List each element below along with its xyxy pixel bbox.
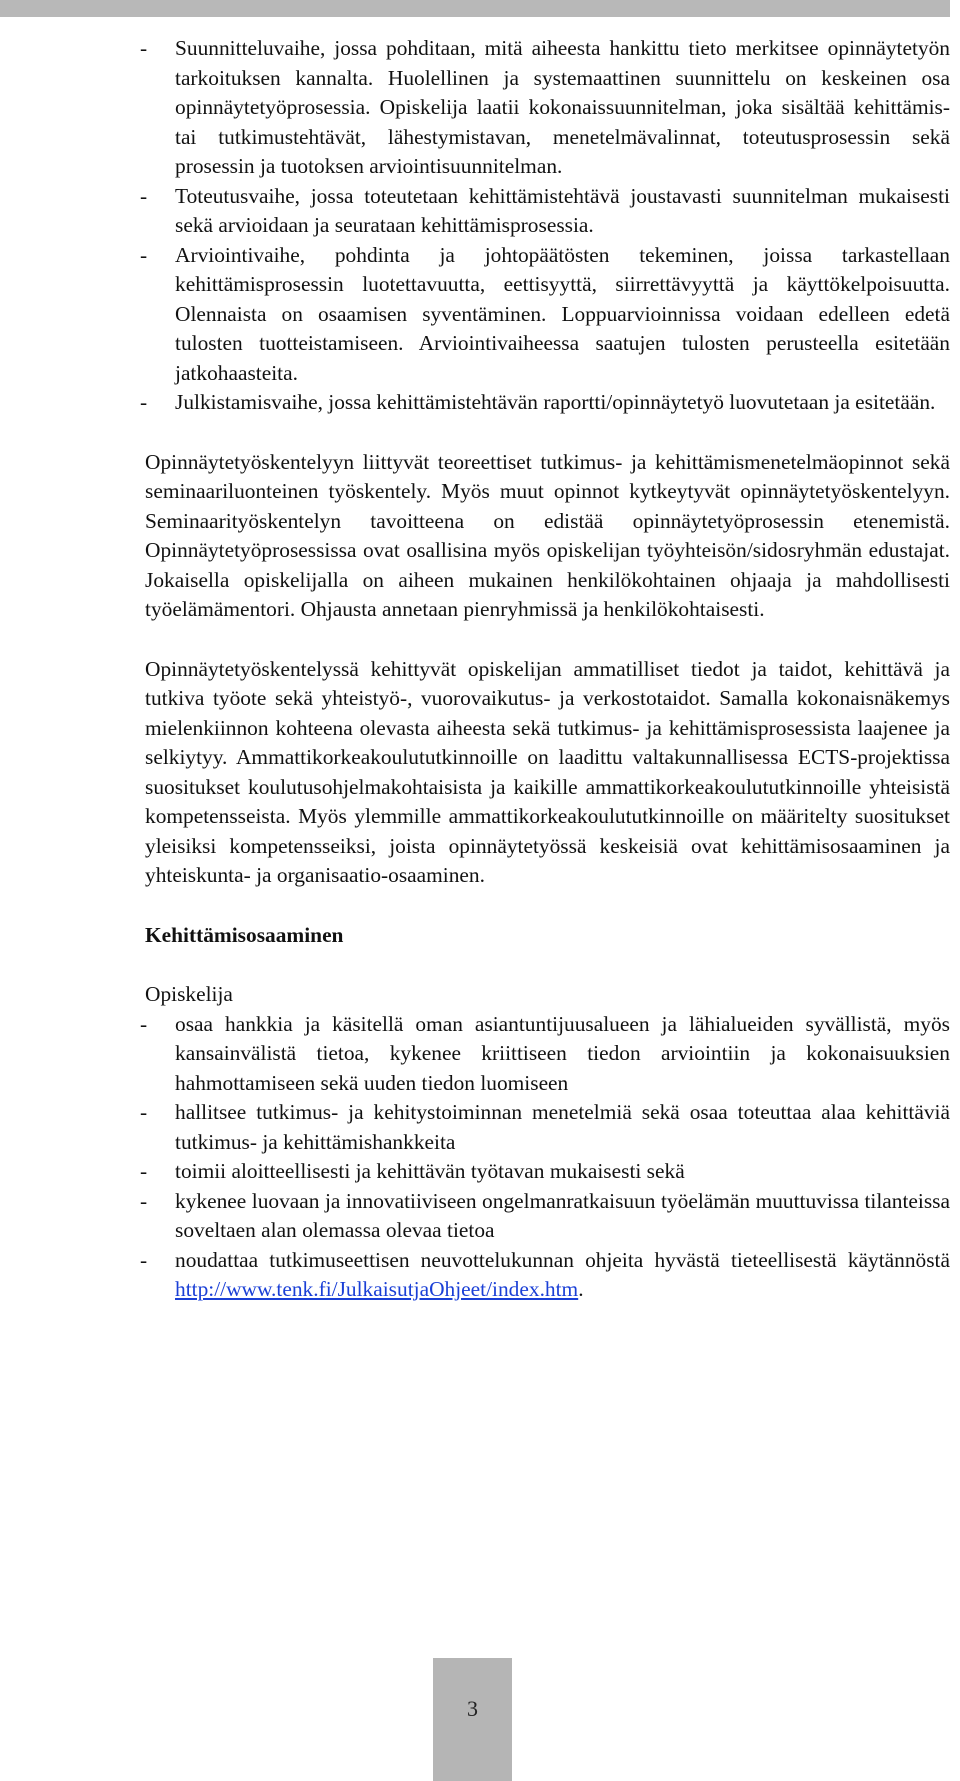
competence-item — [140, 1010, 950, 1099]
list-dash: - — [140, 183, 148, 208]
list-item-text: Suunnitteluvaihe, jossa pohditaan, mitä aiheesta hankittu tieto merkitsee opinnäytetyön tarkoituksen kannalta. Huolellinen ja systemaattinen suunnittelu on keskeinen osa opinnäytetyöprosessia. Opiskelija laatii kokonaissuunnitelman, joka sisältää kehittämis- tai tutkimustehtävät, lähestymistavan, menetelmävalinnat, toteutusprosessin sekä prosessin ja tuotoksen arviointisuunnitelman. — [175, 36, 950, 178]
list-dash: - — [140, 1011, 148, 1036]
phase-item-evaluation — [140, 241, 950, 389]
competence-item — [140, 1187, 950, 1246]
competence-list — [140, 1010, 950, 1305]
list-dash: - — [140, 36, 148, 60]
list-dash: - — [140, 1159, 148, 1183]
list-item-text: kykenee luovaan ja innovatiiviseen ongelmanratkaisuun työelämän muuttuvissa tilanteissa soveltaen alan olemassa olevaa tietoa — [175, 1188, 950, 1242]
list-dash: - — [140, 1247, 148, 1272]
paragraph-thesis-work: Opinnäytetyöskentelyyn liittyvät teoreettiset tutkimus- ja kehittämismenetelmäopinnot sekä seminaariluonteinen työskentely. Myös muut opinnot kytkeytyvät opinnäytetyöskentelyyn. Seminaarityöskentelyn tavoitteena on edistää opinnäytetyöprosessin etenemistä. Opinnäytetyöprosessissa ovat osallisina myös opiskelijan työyhteisön/sidosryhmän edustajat. Jokaisella opiskelijalla on aiheen mukainen henkilökohtainen ohjaaja ja mahdollisesti työelämämentori. Ohjausta annetaan pienryhmissä ja henkilökohtaisesti. — [145, 449, 950, 621]
page-number-box — [433, 1658, 512, 1781]
list-item-trailing-period: . — [578, 1277, 584, 1301]
list-dash: - — [140, 1188, 148, 1213]
list-item-text: Arviointivaihe, pohdinta ja johtopäätösten tekeminen, joissa tarkastellaan kehittämisprosessin luotettavuutta, eettisyyttä, siirrettävyyttä ja käyttökelpoisuutta. Olennaista on osaamisen syventäminen. Loppuarvioinnissa voidaan edelleen edetä tulosten tuotteistamiseen. Arviointivaiheessa saatujen tulosten perusteella esitetään jatkohaasteita. — [175, 242, 950, 385]
list-item-text: hallitsee tutkimus- ja kehitystoiminnan menetelmiä sekä osaa toteuttaa alaa kehittäviä tutkimus- ja kehittämishankkeita — [175, 1100, 950, 1154]
competence-item — [140, 1098, 950, 1157]
list-item-text: osaa hankkia ja käsitellä oman asiantuntijuusalueen ja lähialueiden syvällistä, myös kansainvälistä tietoa, kykenee kriittiseen tiedon arviointiin ja kokonaisuuksien hahmottamiseen sekä uuden tiedon luomiseen — [175, 1011, 950, 1095]
list-item-text: Toteutusvaihe, jossa toteutetaan kehittämistehtävä joustavasti suunnitelman mukaisesti sekä arvioidaan ja seurataan kehittämisprosessia. — [175, 183, 950, 237]
phase-item-implementation — [140, 182, 950, 241]
tenk-guidelines-link[interactable]: http://www.tenk.fi/JulkaisutjaOhjeet/index.htm — [175, 1277, 579, 1301]
list-item-text: Julkistamisvaihe, jossa kehittämistehtävän raportti/opinnäytetyö luovutetaan ja esitetään. — [175, 390, 936, 414]
competence-item-ethics — [140, 1246, 950, 1305]
page-number: 3 — [467, 1696, 478, 1721]
student-label: Opiskelija — [145, 982, 233, 1006]
document-page — [140, 34, 950, 1305]
list-dash: - — [140, 390, 148, 414]
list-dash: - — [140, 242, 148, 267]
paragraph-competences: Opinnäytetyöskentelyssä kehittyvät opiskelijan ammatilliset tiedot ja taidot, kehittävä ja tutkiva työote sekä yhteistyö-, vuorovaikutus- ja verkostotaidot. Samalla kokonaisnäkemys mielenkiinnon kohteena olevasta aiheesta sekä tutkimus- ja kehittämisprosessista laajenee ja selkiytyy. Ammattikorkeakoulututkinnoille on laadittu valtakunnallisessa ECTS-projektissa suositukset koulutusohjelmakohtaisista ja kaikille ammattikorkeakoulututkinnoille yhteisistä kompetensseista. Myös ylemmille ammattikorkeakoulututkinnoille on määritelty suositukset yleisiksi kompetensseiksi, joista opinnäytetyössä keskeisiä ovat kehittämisosaaminen ja yhteiskunta- ja organisaatio-osaaminen. — [145, 656, 950, 887]
list-item-text: noudattaa tutkimuseettisen neuvottelukunnan ohjeita hyvästä tieteellisestä käytännöstä — [175, 1247, 950, 1272]
list-dash: - — [140, 1100, 148, 1124]
section-heading: Kehittämisosaaminen — [145, 922, 344, 947]
phase-item-planning — [140, 34, 950, 182]
top-gray-bar — [0, 0, 950, 17]
phase-item-publication — [140, 388, 950, 418]
phases-list — [140, 34, 950, 418]
list-item-text: toimii aloitteellisesti ja kehittävän työtavan mukaisesti sekä — [175, 1159, 685, 1183]
competence-item — [140, 1157, 950, 1187]
